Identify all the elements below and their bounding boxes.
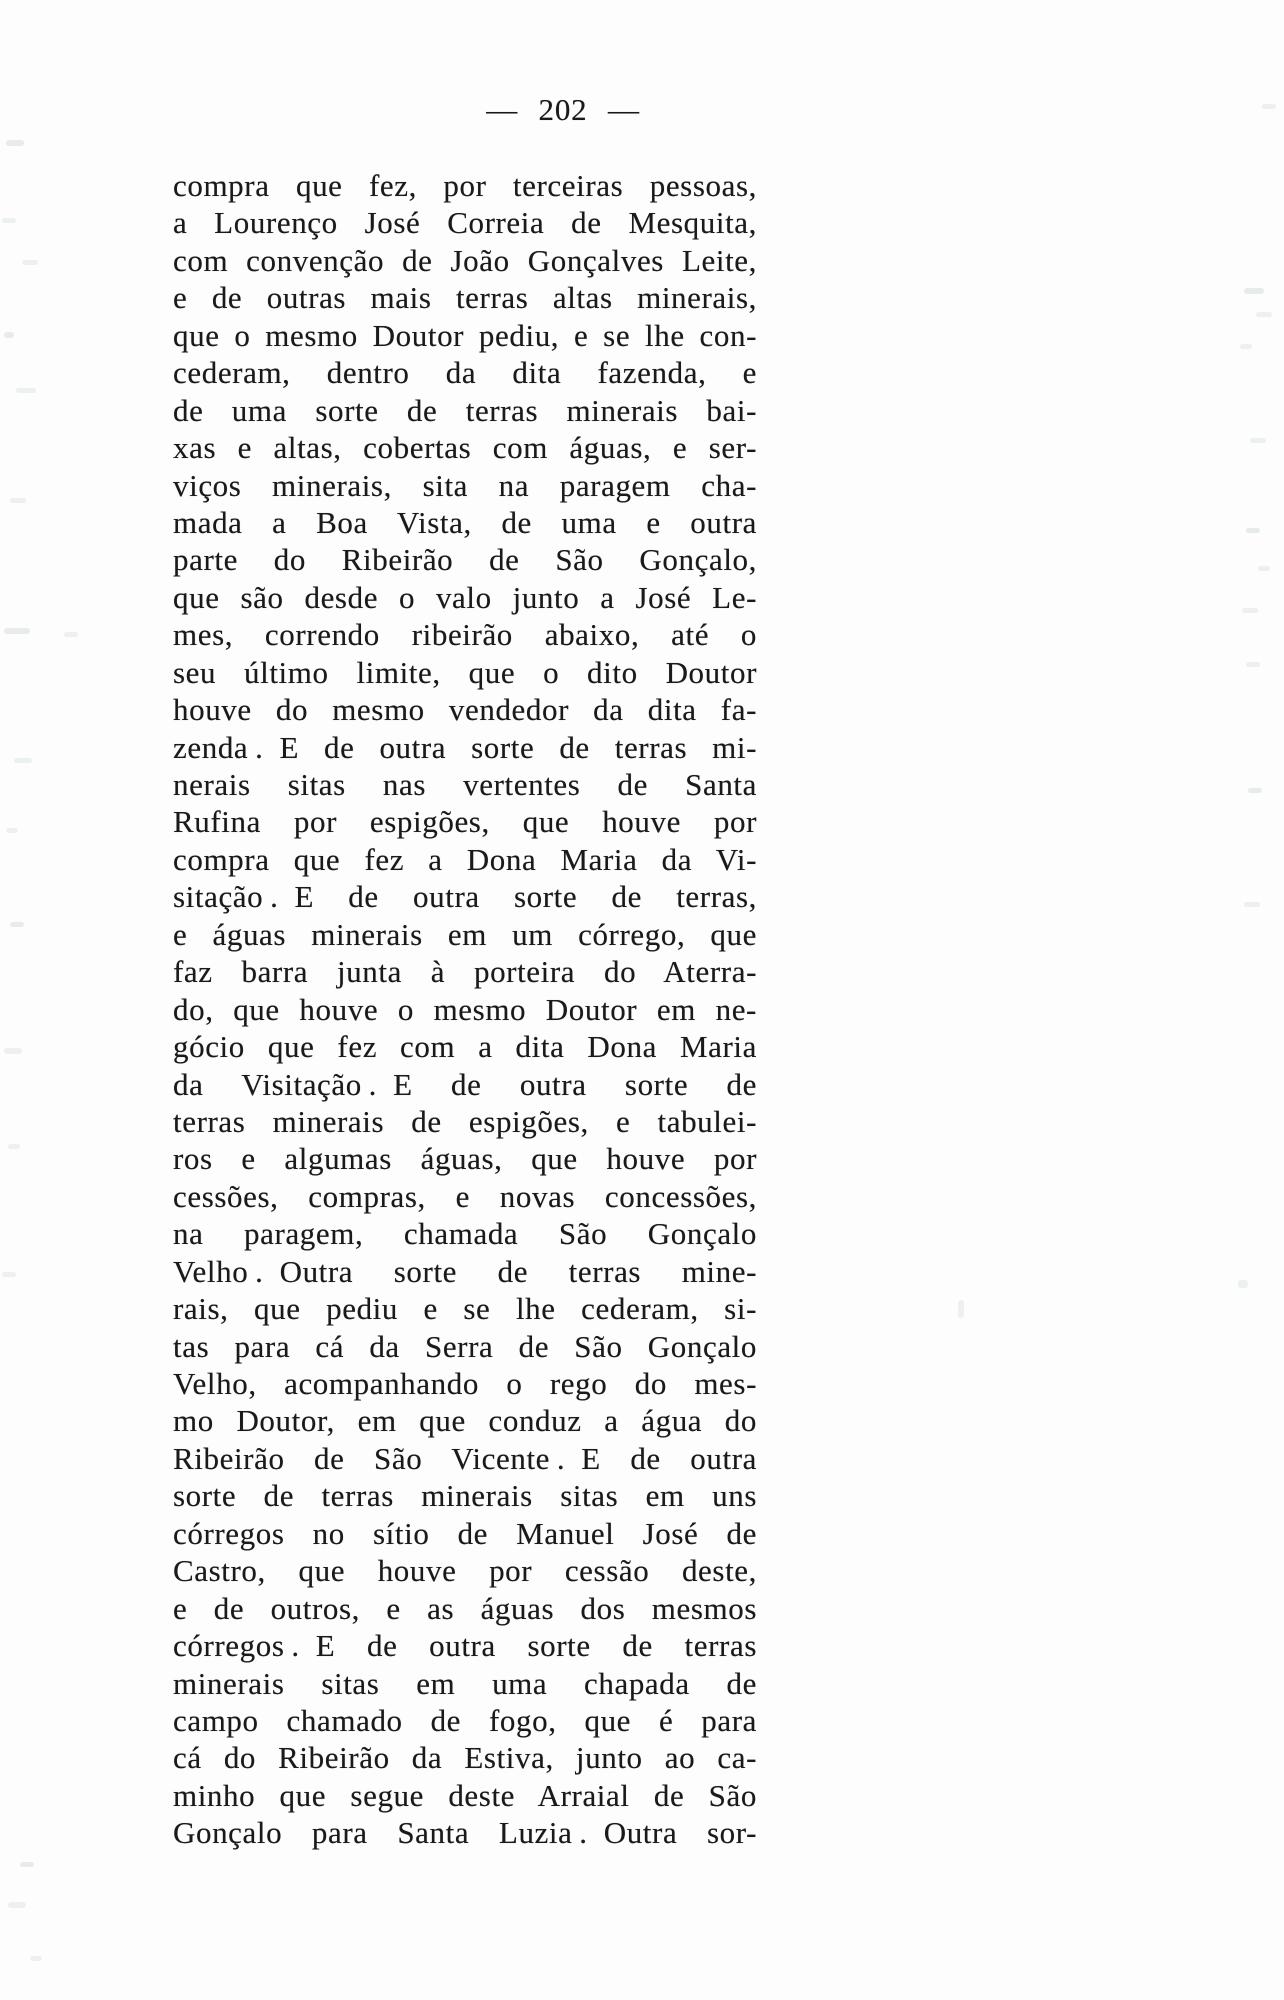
scan-artifact: [1256, 312, 1272, 317]
text-line: viços minerais, sita na paragem cha-: [173, 467, 757, 503]
scan-artifact: [6, 828, 18, 833]
scan-artifact: [1244, 902, 1260, 907]
text-line: gócio que fez com a dita Dona Maria: [173, 1029, 757, 1065]
text-line: seu último limite, que o dito Doutor: [173, 654, 757, 690]
scan-artifact: [16, 388, 36, 393]
scan-artifact: [1250, 438, 1266, 443]
text-line: Ribeirão de São Vicente . E de outra: [173, 1440, 757, 1476]
scan-artifact: [1242, 608, 1258, 613]
scan-artifact: [22, 260, 38, 265]
text-line: da Visitação . E de outra sorte de: [173, 1066, 757, 1102]
text-line: mo Doutor, em que conduz a água do: [173, 1403, 757, 1439]
text-line: sitação . E de outra sorte de terras,: [173, 879, 757, 915]
text-line: zenda . E de outra sorte de terras mi-: [173, 729, 757, 765]
text-line: Velho . Outra sorte de terras mine-: [173, 1253, 757, 1289]
text-line: minerais sitas em uma chapada de: [173, 1665, 757, 1701]
scan-artifact: [4, 1048, 22, 1054]
text-line: cederam, dentro da dita fazenda, e: [173, 355, 757, 391]
scan-artifact: [10, 498, 26, 503]
text-line: e de outras mais terras altas minerais,: [173, 280, 757, 316]
scan-artifact: [1238, 1280, 1248, 1288]
page-number: — 202 —: [486, 92, 640, 127]
text-line: que são desde o valo junto a José Le-: [173, 579, 757, 615]
text-line: minho que segue deste Arraial de São: [173, 1777, 757, 1813]
text-line: nerais sitas nas vertentes de Santa: [173, 767, 757, 802]
text-line: campo chamado de fogo, que é para: [173, 1702, 757, 1738]
text-line: faz barra junta à porteira do Aterra-: [173, 954, 757, 990]
scan-artifact: [1262, 104, 1276, 109]
text-line: com convenção de João Gonçalves Leite,: [173, 242, 757, 278]
scan-artifact: [958, 1300, 964, 1318]
text-line: terras minerais de espigões, e tabulei-: [173, 1103, 757, 1139]
scan-artifact: [2, 218, 16, 223]
text-line: sorte de terras minerais sitas em uns: [173, 1478, 757, 1514]
scan-artifact: [20, 1862, 34, 1867]
scan-artifact: [1246, 662, 1260, 667]
text-line: que o mesmo Doutor pediu, e se lhe con-: [173, 317, 757, 353]
scan-artifact: [1248, 788, 1262, 793]
text-line: e águas minerais em um córrego, que: [173, 916, 757, 952]
text-line: de uma sorte de terras minerais bai-: [173, 392, 757, 428]
scan-artifact: [8, 1902, 26, 1908]
scan-artifact: [10, 922, 24, 927]
scan-artifact: [1258, 566, 1270, 571]
scan-artifact: [4, 332, 14, 338]
text-line: tas para cá da Serra de São Gonçalo: [173, 1328, 757, 1364]
text-line: Rufina por espigões, que houve por: [173, 804, 757, 840]
text-line: do, que houve o mesmo Doutor em ne-: [173, 991, 757, 1027]
scan-artifact: [8, 1144, 20, 1149]
scan-artifact: [1240, 344, 1252, 349]
text-line: xas e altas, cobertas com águas, e ser-: [173, 430, 757, 466]
text-line: Velho, acompanhando o rego do mes-: [173, 1366, 757, 1401]
text-line: Gonçalo para Santa Luzia . Outra sor-: [173, 1815, 757, 1851]
body-text: [173, 167, 757, 1852]
text-line: compra que fez a Dona Maria da Vi-: [173, 841, 757, 877]
text-line: mada a Boa Vista, de uma e outra: [173, 504, 757, 540]
scan-artifact: [1244, 288, 1264, 294]
text-line: córregos . E de outra sorte de terras: [173, 1628, 757, 1664]
text-line: houve do mesmo vendedor da dita fa-: [173, 692, 757, 728]
text-line: Castro, que houve por cessão deste,: [173, 1553, 757, 1589]
scan-artifact: [1246, 528, 1260, 533]
scan-artifact: [30, 1956, 42, 1961]
text-line: rais, que pediu e se lhe cederam, si-: [173, 1291, 757, 1327]
text-line: parte do Ribeirão de São Gonçalo,: [173, 542, 757, 578]
text-line: cá do Ribeirão da Estiva, junto ao ca-: [173, 1740, 757, 1776]
scan-artifact: [2, 1272, 16, 1277]
text-line: e de outros, e as águas dos mesmos: [173, 1590, 757, 1626]
scan-artifact: [14, 758, 32, 763]
text-line: ros e algumas águas, que houve por: [173, 1141, 757, 1177]
text-line: na paragem, chamada São Gonçalo: [173, 1216, 757, 1252]
text-line: a Lourenço José Correia de Mesquita,: [173, 205, 757, 241]
scan-artifact: [6, 140, 24, 146]
text-line: mes, correndo ribeirão abaixo, até o: [173, 617, 757, 653]
text-line: córregos no sítio de Manuel José de: [173, 1515, 757, 1551]
text-line: compra que fez, por terceiras pessoas,: [173, 168, 757, 203]
text-line: cessões, compras, e novas concessões,: [173, 1178, 757, 1214]
scan-artifact: [4, 628, 30, 634]
scan-artifact: [64, 632, 78, 637]
